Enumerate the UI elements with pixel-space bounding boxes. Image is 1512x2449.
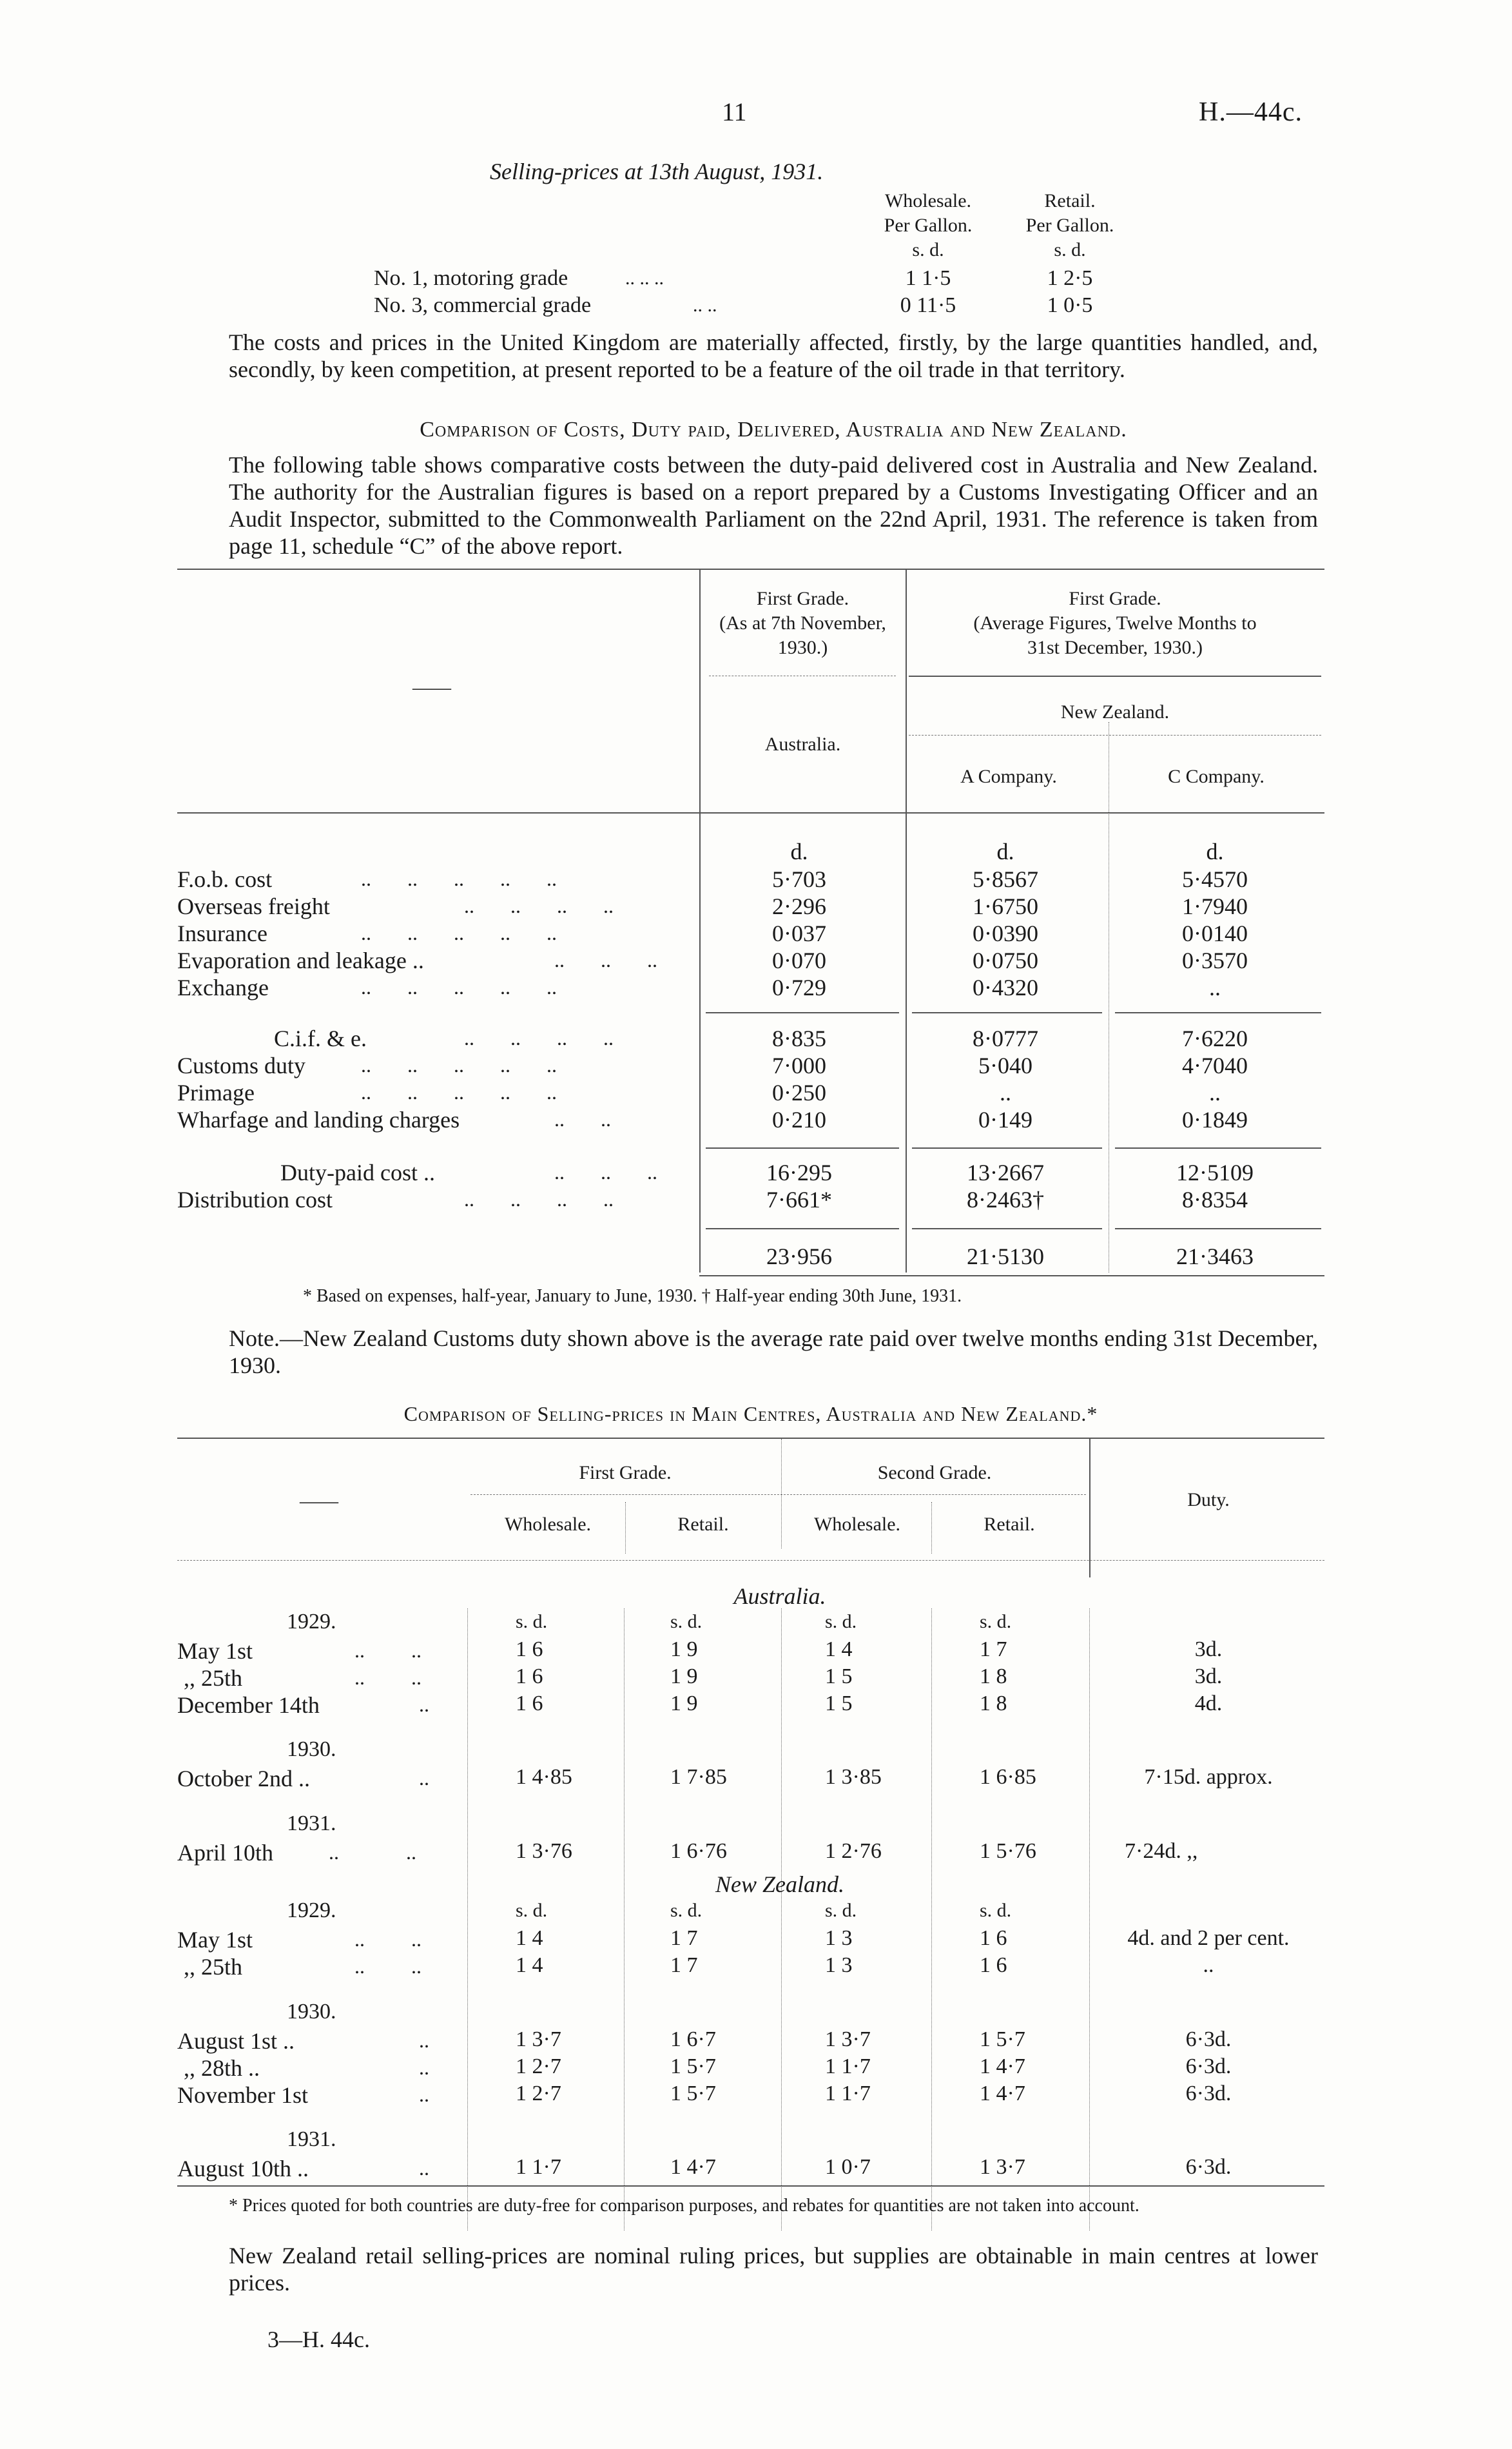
paragraph-costs xyxy=(229,451,1318,560)
w1: 1 1·7 xyxy=(516,2155,561,2179)
costs-vrule-2 xyxy=(906,570,907,1273)
row-dots: .. .. .. xyxy=(554,948,657,971)
sd-head: s. d. xyxy=(516,1611,548,1632)
costs-a: 8·0777 xyxy=(973,1026,1038,1051)
r2: 1 6·85 xyxy=(980,1765,1036,1789)
australia-head: Australia. xyxy=(764,734,841,755)
costs-vrule-1 xyxy=(699,570,701,1273)
r1: 1 9 xyxy=(670,1692,698,1715)
unit-a: d. xyxy=(996,839,1014,864)
costs-c: .. xyxy=(1209,1080,1221,1106)
r1: 1 9 xyxy=(670,1637,698,1661)
selling-row-wholesale: 1 1·5 xyxy=(905,266,951,290)
first-grade-head: First Grade. xyxy=(579,1462,672,1483)
total-rule-c xyxy=(1115,1228,1321,1229)
selling-vrule-duty xyxy=(1089,1439,1090,1577)
paragraph-uk-text: The costs and prices in the United Kingdom are materially affected, firstly, by the large quantities handled, and, secondly, by keen competition, at present reported to be a feature of the oil trade in that territory. xyxy=(229,329,1318,382)
note-paragraph xyxy=(229,1325,1318,1379)
costs-table-top-rule xyxy=(177,569,1324,570)
row-dots: .. .. .. .. xyxy=(464,1187,614,1211)
paragraph-uk xyxy=(229,329,1318,383)
selling-row-retail: 1 2·5 xyxy=(1047,266,1093,290)
costs-row-label: Insurance xyxy=(177,921,267,946)
costs-row-label: Overseas freight xyxy=(177,893,330,919)
selling-row-label: ,, 25th xyxy=(184,1665,243,1691)
closing-paragraph xyxy=(229,2242,1318,2296)
costs-c: 4·7040 xyxy=(1182,1053,1248,1078)
wholesale-head-2: Wholesale. xyxy=(813,1514,901,1535)
costs-c: 12·5109 xyxy=(1176,1160,1254,1185)
costs-total-aus: 23·956 xyxy=(766,1244,832,1269)
wholesale-head-1: Wholesale. xyxy=(504,1514,592,1535)
selling-row-label: August 10th .. xyxy=(177,2156,309,2181)
costs-a: 0·4320 xyxy=(973,975,1038,1000)
subtotal-rule-a xyxy=(912,1147,1102,1149)
w2: 1 5 xyxy=(825,1692,853,1715)
selling-row-label: December 14th xyxy=(177,1692,320,1718)
retail-head-2: Per Gallon. xyxy=(1025,215,1114,236)
selling-row-label: No. 1, motoring grade xyxy=(374,266,568,290)
year-label: 1931. xyxy=(287,2127,336,2151)
costs-aus: 0·037 xyxy=(772,921,826,946)
selling-prices-title: Selling-prices at 13th August, 1931. xyxy=(490,159,824,184)
subtotal-rule-aus xyxy=(706,1147,899,1149)
row-dots: .. .. .. .. .. xyxy=(361,921,557,944)
row-dots: .. xyxy=(419,2083,429,2106)
w1: 1 4 xyxy=(516,1926,543,1950)
costs-aus: 7·000 xyxy=(772,1053,826,1078)
w2: 1 3 xyxy=(825,1926,853,1950)
selling-footnote xyxy=(177,2195,1324,2217)
w1: 1 3·7 xyxy=(516,2027,561,2051)
selling-heading: Comparison of Selling-prices in Main Centres, Australia and New Zealand.* xyxy=(403,1402,1098,1425)
r1: 1 7 xyxy=(670,1926,698,1950)
total-rule-a xyxy=(912,1228,1102,1229)
col1-head-3: 1930.) xyxy=(777,637,828,658)
subtotal-rule-c xyxy=(1115,1147,1321,1149)
duty-head: Duty. xyxy=(1187,1489,1230,1510)
row-dots: .. .. .. .. xyxy=(464,1026,614,1049)
page-number: 11 xyxy=(722,97,747,126)
costs-aus: 0·070 xyxy=(772,948,826,973)
selling-row-label: May 1st xyxy=(177,1638,253,1664)
w2: 1 3·85 xyxy=(825,1765,882,1789)
selling-row-dots: .. .. .. xyxy=(625,268,664,289)
costs-row-label: Evaporation and leakage .. xyxy=(177,948,424,973)
r2: 1 6 xyxy=(980,1926,1007,1950)
sd-head: s. d. xyxy=(825,1611,857,1632)
w1: 1 2·7 xyxy=(516,2054,561,2078)
selling-vrule-body-1 xyxy=(624,1608,625,2230)
r1: 1 6·7 xyxy=(670,2027,716,2051)
selling-vrule-head xyxy=(781,1439,782,1548)
w2: 1 1·7 xyxy=(825,2054,871,2078)
r2: 1 5·76 xyxy=(980,1839,1036,1863)
row-dots: .. .. .. .. .. xyxy=(361,867,557,890)
selling-row-dots: .. .. xyxy=(693,295,717,316)
costs-row-label: Distribution cost xyxy=(177,1187,333,1213)
costs-aus: 0·250 xyxy=(772,1080,826,1106)
year-label: 1930. xyxy=(287,2000,336,2024)
a-company-head: A Company. xyxy=(960,766,1057,787)
costs-row-label: C.i.f. & e. xyxy=(274,1026,367,1051)
costs-rule-c xyxy=(909,735,1321,736)
year-label: 1929. xyxy=(287,1610,336,1634)
r2: 1 8 xyxy=(980,1664,1007,1688)
selling-vrule-w2 xyxy=(931,1502,932,1554)
c-company-head: C Company. xyxy=(1168,766,1265,787)
total-rule-aus xyxy=(706,1228,899,1229)
selling-vrule-w1 xyxy=(625,1502,626,1554)
costs-c: .. xyxy=(1209,975,1221,1000)
col1-head-2: (As at 7th November, xyxy=(719,612,886,634)
costs-total-c: 21·3463 xyxy=(1176,1244,1254,1269)
costs-a: 0·149 xyxy=(978,1107,1032,1133)
w1: 1 3·76 xyxy=(516,1839,572,1863)
selling-row-label: ,, 25th xyxy=(184,1954,243,1980)
duty: 6·3d. xyxy=(1185,2082,1232,2105)
year-label: 1931. xyxy=(287,1811,336,1835)
selling-row-label: October 2nd .. xyxy=(177,1766,310,1791)
retail-head-1: Retail. xyxy=(677,1514,729,1535)
duty: 3d. xyxy=(1194,1664,1223,1688)
row-dots: .. xyxy=(419,1766,429,1790)
costs-c: 7·6220 xyxy=(1182,1026,1248,1051)
w2: 1 1·7 xyxy=(825,2082,871,2105)
col2-head-3: 31st December, 1930.) xyxy=(1027,637,1203,658)
selling-row-label: May 1st xyxy=(177,1927,253,1953)
duty: 6·3d. xyxy=(1185,2155,1232,2179)
costs-header-rule xyxy=(177,812,1324,814)
r2: 1 7 xyxy=(980,1637,1007,1661)
r2: 1 3·7 xyxy=(980,2155,1025,2179)
sd-head: s. d. xyxy=(670,1900,703,1921)
selling-rule-grades xyxy=(470,1494,1086,1495)
costs-a: 0·0390 xyxy=(973,921,1038,946)
row-dots: .. xyxy=(419,2029,429,2052)
row-dots: .. .. xyxy=(354,1927,422,1951)
selling-row-label: August 1st .. xyxy=(177,2028,295,2054)
selling-bottom-rule xyxy=(177,2185,1324,2187)
costs-row-label: Primage xyxy=(177,1080,255,1106)
duty: 4d. xyxy=(1194,1692,1223,1715)
costs-a: 0·0750 xyxy=(973,948,1038,973)
sd-head: s. d. xyxy=(516,1900,548,1921)
costs-aus: 7·661* xyxy=(766,1187,832,1213)
w2: 1 5 xyxy=(825,1664,853,1688)
selling-vrule-body-4 xyxy=(1089,1608,1090,2230)
row-dots: .. .. .. .. .. xyxy=(361,1053,557,1077)
costs-row-label: Wharfage and landing charges xyxy=(177,1107,460,1133)
costs-row-label: Exchange xyxy=(177,975,269,1000)
sd-head: s. d. xyxy=(980,1900,1012,1921)
col2-head-2: (Average Figures, Twelve Months to xyxy=(973,612,1257,634)
new-zealand-head: New Zealand. xyxy=(1060,701,1170,723)
selling-row-label: ,, 28th .. xyxy=(184,2055,260,2081)
costs-aus: 0·729 xyxy=(772,975,826,1000)
costs-heading: Comparison of Costs, Duty paid, Delivered, Australia and New Zealand. xyxy=(420,418,1127,442)
wholesale-head-1: Wholesale. xyxy=(884,190,972,211)
w2: 1 2·76 xyxy=(825,1839,882,1863)
retail-head-1: Retail. xyxy=(1044,190,1096,211)
year-label: 1929. xyxy=(287,1898,336,1922)
costs-a: .. xyxy=(1000,1080,1011,1106)
costs-row-label: Customs duty xyxy=(177,1053,306,1078)
note-text: Note.—New Zealand Customs duty shown above is the average rate paid over twelve months ending 31st December, 1930. xyxy=(229,1325,1318,1378)
costs-aus: 2·296 xyxy=(772,893,826,919)
selling-top-rule xyxy=(177,1438,1324,1439)
r2: 1 6 xyxy=(980,1953,1007,1977)
wholesale-head-3: s. d. xyxy=(912,239,944,260)
r1: 1 7·85 xyxy=(670,1765,727,1789)
duty: .. xyxy=(1203,1953,1214,1977)
row-dots: .. .. xyxy=(354,1639,422,1662)
subtotal-rule-aus xyxy=(706,1012,899,1013)
unit-aus: d. xyxy=(790,839,808,864)
sd-head: s. d. xyxy=(980,1611,1012,1632)
second-grade-head: Second Grade. xyxy=(877,1462,992,1483)
row-dots: .. xyxy=(419,2056,429,2079)
wholesale-head-2: Per Gallon. xyxy=(884,215,973,236)
r1: 1 7 xyxy=(670,1953,698,1977)
costs-aus: 16·295 xyxy=(766,1160,832,1185)
col2-head-1: First Grade. xyxy=(1069,588,1161,609)
australia-subhead: Australia. xyxy=(733,1583,826,1609)
costs-bottom-rule xyxy=(699,1275,1324,1276)
row-dots: .. .. xyxy=(554,1107,611,1131)
r2: 1 5·7 xyxy=(980,2027,1025,2051)
r1: 1 5·7 xyxy=(670,2054,716,2078)
selling-row-label: November 1st xyxy=(177,2082,308,2108)
r2: 1 4·7 xyxy=(980,2054,1025,2078)
r1: 1 5·7 xyxy=(670,2082,716,2105)
r2: 1 4·7 xyxy=(980,2082,1025,2105)
costs-row-label: F.o.b. cost xyxy=(177,866,273,892)
costs-stub-dash: —— xyxy=(412,677,451,698)
costs-row-label: Duty-paid cost .. xyxy=(280,1160,435,1185)
subtotal-rule-c xyxy=(1115,1012,1321,1013)
costs-aus: 8·835 xyxy=(772,1026,826,1051)
row-dots: .. xyxy=(419,2156,429,2180)
w1: 1 6 xyxy=(516,1664,543,1688)
row-dots: .. .. xyxy=(329,1840,416,1864)
w1: 1 6 xyxy=(516,1692,543,1715)
year-label: 1930. xyxy=(287,1737,336,1761)
w2: 1 3·7 xyxy=(825,2027,871,2051)
subtotal-rule-a xyxy=(912,1012,1102,1013)
selling-row-retail: 1 0·5 xyxy=(1047,293,1093,317)
costs-c: 0·3570 xyxy=(1182,948,1248,973)
selling-stub-dash: —— xyxy=(300,1490,338,1512)
signature-ref: 3—H. 44c. xyxy=(267,2327,370,2352)
duty: 7·24d. ,, xyxy=(1125,1839,1198,1863)
row-dots: .. .. .. xyxy=(554,1160,657,1184)
w2: 1 0·7 xyxy=(825,2155,871,2179)
costs-a: 5·040 xyxy=(978,1053,1032,1078)
duty: 7·15d. approx. xyxy=(1144,1765,1273,1789)
row-dots: .. xyxy=(419,1693,429,1716)
costs-footnote: * Based on expenses, half-year, January to June, 1930. † Half-year ending 30th June, 1931. xyxy=(303,1286,962,1306)
costs-rule-b xyxy=(909,676,1321,677)
selling-row-wholesale: 0 11·5 xyxy=(900,293,956,317)
w2: 1 3 xyxy=(825,1953,853,1977)
costs-a: 5·8567 xyxy=(973,866,1038,892)
duty: 6·3d. xyxy=(1185,2054,1232,2078)
selling-row-label: No. 3, commercial grade xyxy=(374,293,592,317)
paragraph-costs-text: The following table shows comparative costs between the duty-paid delivered cost in Australia and New Zealand. The authority for the Australian figures is based on a report prepared by a Customs Investigating Officer and an Audit Inspector, submitted to the Commonwealth Parliament on the 22nd April, 1931. The reference is taken from page 11, schedule “C” of the above report. xyxy=(229,452,1318,559)
sd-head: s. d. xyxy=(670,1611,703,1632)
selling-vrule-body-0 xyxy=(467,1608,468,2230)
costs-a: 13·2667 xyxy=(967,1160,1044,1185)
w1: 1 2·7 xyxy=(516,2082,561,2105)
col1-head-1: First Grade. xyxy=(756,588,849,609)
costs-c: 5·4570 xyxy=(1182,866,1248,892)
selling-header-rule xyxy=(177,1560,1324,1561)
selling-footnote-text: * Prices quoted for both countries are duty-free for comparison purposes, and rebates for quantities are not taken into account. xyxy=(229,2196,1139,2216)
r1: 1 6·76 xyxy=(670,1839,727,1863)
costs-a: 8·2463† xyxy=(967,1187,1044,1213)
selling-vrule-body-2 xyxy=(781,1608,782,2230)
costs-a: 1·6750 xyxy=(973,893,1038,919)
duty: 6·3d. xyxy=(1185,2027,1232,2051)
row-dots: .. .. xyxy=(354,1955,422,1978)
r1: 1 9 xyxy=(670,1664,698,1688)
closing-paragraph-text: New Zealand retail selling-prices are nominal ruling prices, but supplies are obtainable in main centres at lower prices. xyxy=(229,2243,1318,2296)
r2: 1 8 xyxy=(980,1692,1007,1715)
costs-aus: 5·703 xyxy=(772,866,826,892)
duty: 3d. xyxy=(1194,1637,1223,1661)
sd-head: s. d. xyxy=(825,1900,857,1921)
costs-c: 8·8354 xyxy=(1182,1187,1248,1213)
page-reference: H.—44c. xyxy=(1199,97,1303,127)
costs-c: 0·0140 xyxy=(1182,921,1248,946)
costs-c: 0·1849 xyxy=(1182,1107,1248,1133)
row-dots: .. .. .. .. xyxy=(464,894,614,917)
w1: 1 6 xyxy=(516,1637,543,1661)
row-dots: .. .. .. .. .. xyxy=(361,975,557,999)
retail-head-2: Retail. xyxy=(984,1514,1035,1535)
costs-c: 1·7940 xyxy=(1182,893,1248,919)
costs-total-a: 21·5130 xyxy=(967,1244,1044,1269)
row-dots: .. .. .. .. .. xyxy=(361,1080,557,1104)
w2: 1 4 xyxy=(825,1637,853,1661)
selling-vrule-body-3 xyxy=(931,1608,932,2230)
r1: 1 4·7 xyxy=(670,2155,716,2179)
selling-row-label: April 10th xyxy=(177,1840,273,1866)
row-dots: .. .. xyxy=(354,1666,422,1689)
new-zealand-subhead: New Zealand. xyxy=(715,1871,844,1897)
costs-aus: 0·210 xyxy=(772,1107,826,1133)
duty: 4d. and 2 per cent. xyxy=(1127,1926,1290,1950)
unit-c: d. xyxy=(1206,839,1224,864)
w1: 1 4·85 xyxy=(516,1765,572,1789)
retail-head-3: s. d. xyxy=(1054,239,1086,260)
w1: 1 4 xyxy=(516,1953,543,1977)
